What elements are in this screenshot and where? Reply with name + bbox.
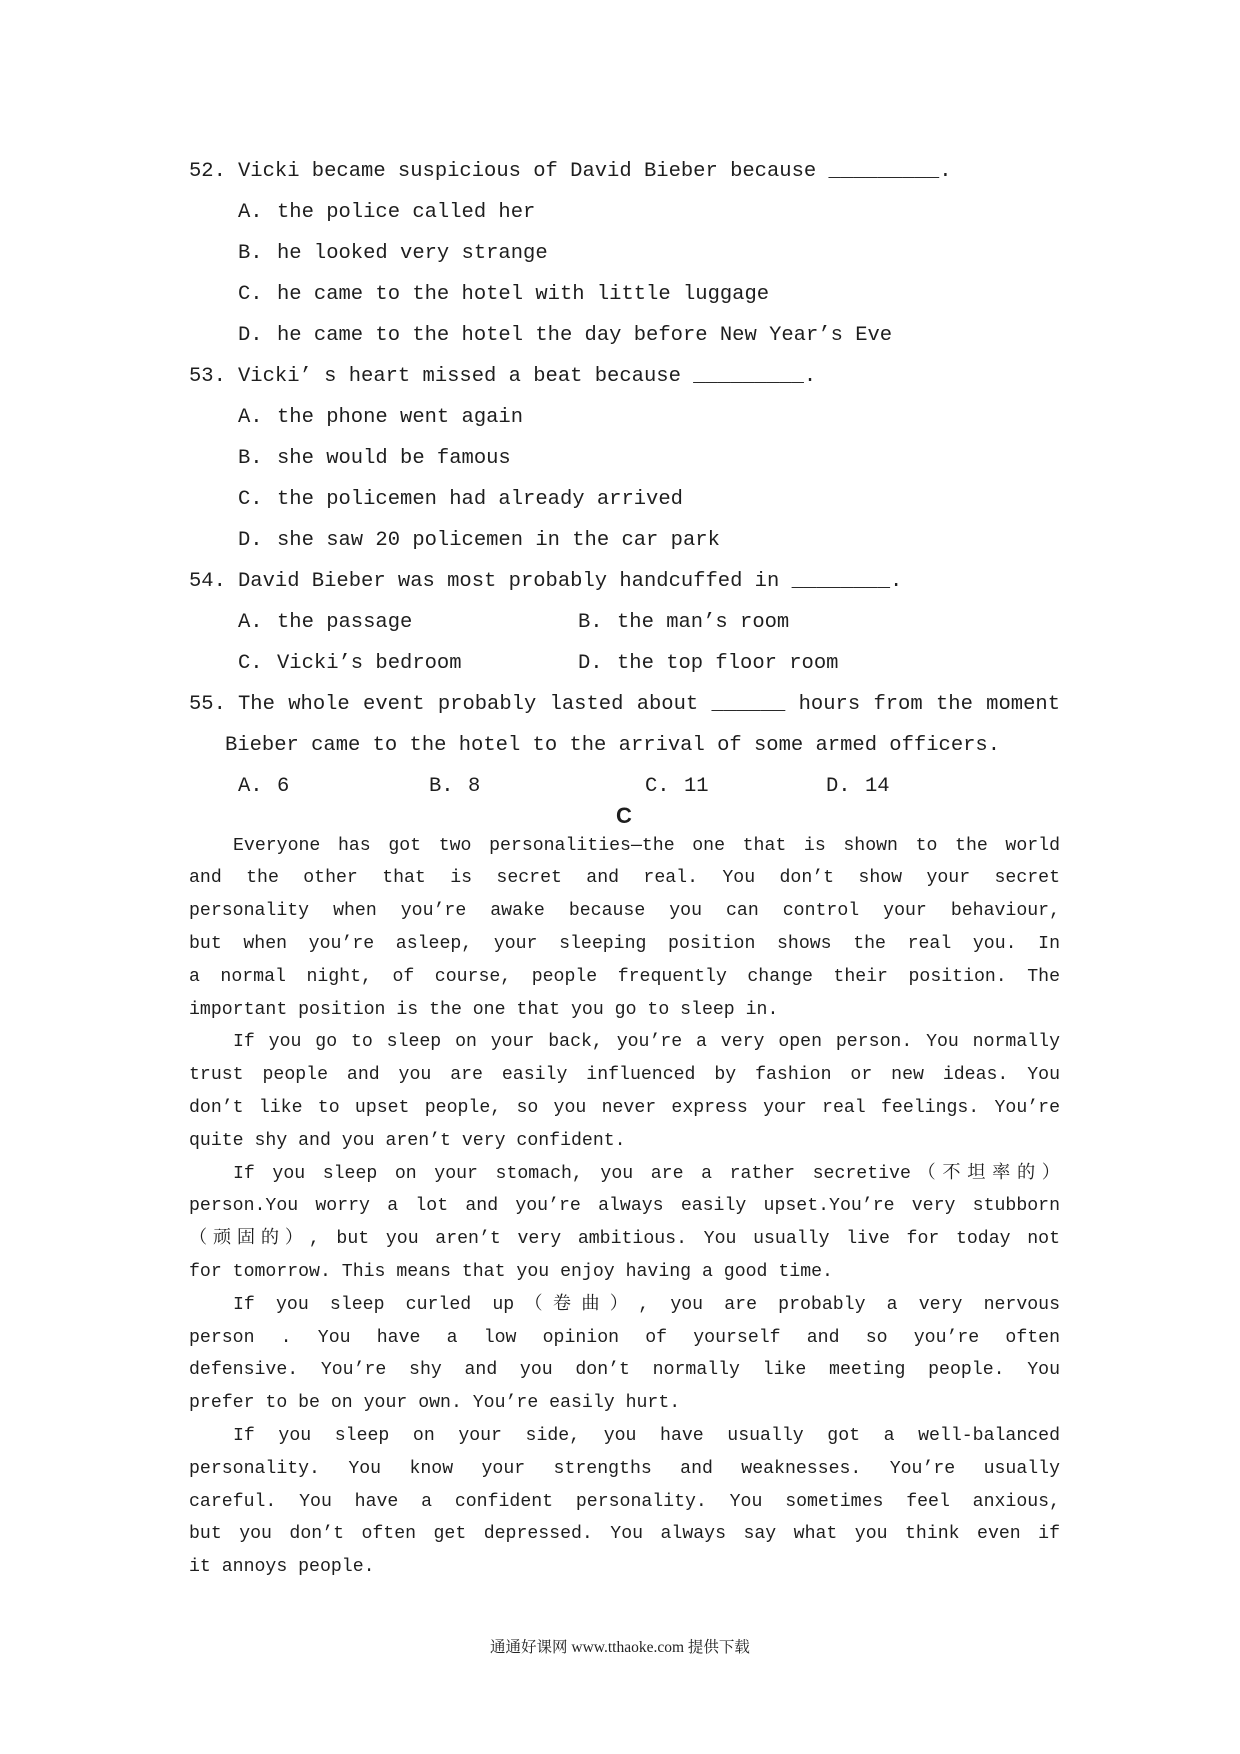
question-stem-continuation: Bieber came to the hotel to the arrival of some armed officers. [225,734,1001,757]
option-a [238,397,523,438]
paragraph-line: quite shy and you aren’t very confident. [189,1130,626,1151]
option-b [429,766,480,807]
option-text: he came to the hotel with little luggage [277,283,770,306]
question-number: 53. [189,365,226,388]
option-row [189,602,1060,643]
option-letter: A. [238,201,263,224]
option-letter: D. [826,775,851,798]
option-letter: D. [578,652,603,675]
paragraph-line: Everyone has got two personalities—the one that is shown to the world [233,835,1060,856]
option-row [189,397,1060,438]
option-letter: C. [238,488,263,511]
paragraph-line: it annoys people. [189,1557,375,1578]
paragraph-line: prefer to be on your own. You’re easily hurt. [189,1393,681,1414]
reading-passage [189,830,1060,1584]
paragraph-line: person . You have a low opinion of yourself and so you’re often [189,1327,1060,1348]
option-d [238,520,720,561]
option-text: the top floor room [617,652,839,675]
option-row [189,766,1060,807]
option-row [189,274,1060,315]
paragraph-line: important position is the one that you go to sleep in. [189,999,779,1020]
paragraph-line: for tomorrow. This means that you enjoy having a good time. [189,1261,833,1282]
option-row [189,233,1060,274]
paragraph-4 [189,1289,1060,1420]
option-letter: A. [238,611,263,634]
option-row [189,643,1060,684]
question-stem: David Bieber was most probably handcuffed in ________. [238,570,903,593]
question-stem: Vicki became suspicious of David Bieber because _________. [238,160,952,183]
question-stem: The whole event probably lasted about ______ hours from the moment [238,693,1060,716]
option-letter: A. [238,406,263,429]
option-letter: A. [238,775,263,798]
option-a [238,602,412,643]
option-b [578,602,789,643]
paragraph-3 [189,1158,1060,1289]
option-letter: C. [238,652,263,675]
option-text: 11 [684,775,709,798]
paragraph-line: If you sleep on your stomach, you are a rather secretive（不坦率的） [233,1163,1060,1184]
paragraph-line: personality. You know your strengths and weaknesses. You’re usually [189,1458,1060,1479]
option-letter: D. [238,324,263,347]
option-text: 6 [277,775,290,798]
question-55 [189,684,1060,725]
questions-section [189,151,1060,807]
paragraph-line: （顽固的）, but you aren’t very ambitious. You usually live for today not [189,1229,1060,1250]
section-heading: C [616,803,632,828]
paragraph-2 [189,1026,1060,1157]
paragraph-line: but when you’re asleep, your sleeping position shows the real you. In [189,933,1060,954]
paragraph-line: a normal night, of course, people frequently change their position. The [189,966,1060,987]
option-text: 14 [865,775,890,798]
option-text: Vicki’s bedroom [277,652,462,675]
option-text: the policemen had already arrived [277,488,683,511]
option-b [238,438,511,479]
paragraph-line: don’t like to upset people, so you never express your real feelings. You’re [189,1097,1060,1118]
option-letter: B. [238,242,263,265]
option-text: the phone went again [277,406,524,429]
paragraph-line: If you sleep curled up（卷曲）, you are probably a very nervous [233,1294,1060,1315]
paragraph-1 [189,830,1060,1027]
option-c [645,766,709,807]
option-letter: C. [645,775,670,798]
paragraph-line: trust people and you are easily influenced by fashion or new ideas. You [189,1065,1060,1086]
option-row [189,438,1060,479]
option-text: 8 [468,775,481,798]
option-text: she would be famous [277,447,511,470]
option-letter: B. [578,611,603,634]
paragraph-line: personality when you’re awake because you can control your behaviour, [189,901,1060,922]
option-c [238,643,462,684]
option-letter: B. [238,447,263,470]
question-number: 55. [189,693,226,716]
question-54 [189,561,1060,602]
paragraph-line: defensive. You’re shy and you don’t normally like meeting people. You [189,1360,1060,1381]
option-letter: D. [238,529,263,552]
option-c [238,479,683,520]
question-stem: Vicki’ s heart missed a beat because _________. [238,365,817,388]
option-b [238,233,548,274]
question-number: 54. [189,570,226,593]
question-53 [189,356,1060,397]
option-text: she saw 20 policemen in the car park [277,529,720,552]
option-a [238,192,535,233]
page-footer: 通通好课网 www.tthaoke.com 提供下载 [490,1639,750,1656]
option-text: he looked very strange [277,242,548,265]
paragraph-line: and the other that is secret and real. You don’t show your secret [189,868,1060,889]
paragraph-line: If you sleep on your side, you have usually got a well-balanced [233,1425,1060,1446]
paragraph-line: but you don’t often get depressed. You always say what you think even if [189,1524,1060,1545]
option-row [189,315,1060,356]
option-letter: B. [429,775,454,798]
paragraph-line: careful. You have a confident personality. You sometimes feel anxious, [189,1491,1060,1512]
option-text: he came to the hotel the day before New Year’s Eve [277,324,893,347]
paragraph-5 [189,1420,1060,1584]
option-d [826,766,890,807]
option-a [238,766,289,807]
paragraph-line: If you go to sleep on your back, you’re a very open person. You normally [233,1032,1060,1053]
paragraph-line: person.You worry a lot and you’re always easily upset.You’re very stubborn [189,1196,1060,1217]
option-row [189,192,1060,233]
option-letter: C. [238,283,263,306]
option-row [189,479,1060,520]
option-d [238,315,892,356]
option-text: the man’s room [617,611,790,634]
option-text: the passage [277,611,413,634]
question-52 [189,151,1060,192]
option-d [578,643,838,684]
option-text: the police called her [277,201,536,224]
option-row [189,520,1060,561]
question-number: 52. [189,160,226,183]
option-c [238,274,769,315]
